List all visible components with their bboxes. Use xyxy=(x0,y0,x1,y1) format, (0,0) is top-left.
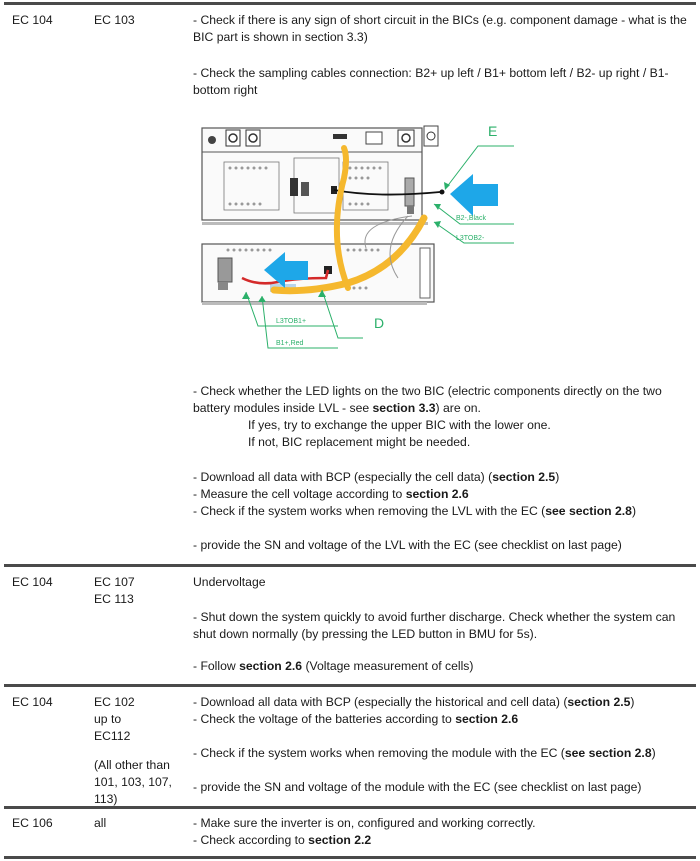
action-text: - Shut down the system quickly to avoid further discharge. Check whether the system can shut down normally (by pressing the LED button in BMU for 5s). xyxy=(193,610,676,641)
section-ref: see section 2.8 xyxy=(545,504,632,518)
action-text: - Check if the system works when removing the LVL with the EC (see section 2.8) xyxy=(193,504,636,518)
action-cell xyxy=(193,745,688,762)
table-rule xyxy=(4,564,696,567)
sub-code-note: 101, 103, 107, xyxy=(94,775,172,789)
action-heading: Undervoltage xyxy=(193,575,266,589)
sub-code: EC112 xyxy=(94,729,131,743)
action-text: - Check the sampling cables connection: B2+ up left / B1+ bottom left / B2- up right / B1- bottom right xyxy=(193,66,669,97)
action-cell xyxy=(193,537,688,554)
table-rule xyxy=(4,806,696,809)
label-b2-black: B2-,Black xyxy=(456,215,486,222)
error-code-cell: EC 104 xyxy=(12,695,53,709)
upper-module-icon xyxy=(202,126,445,225)
table-rule-bottom xyxy=(4,856,696,859)
action-cell xyxy=(193,815,688,849)
section-ref: section 2.5 xyxy=(492,470,556,484)
section-ref: see section 2.8 xyxy=(564,746,652,760)
sub-code-note: 113) xyxy=(94,792,118,806)
action-text: - Check if there is any sign of short circuit in the BICs (e.g. component damage - what is the BIC part is shown in section 3.3) xyxy=(193,13,687,44)
action-text: - provide the SN and voltage of the LVL with the EC (see checklist on last page) xyxy=(193,538,622,552)
action-cell xyxy=(193,658,688,675)
sub-code-cell xyxy=(94,815,106,832)
sub-code-cell xyxy=(94,12,135,29)
action-text: battery modules inside LVL - see section 3.3) are on. xyxy=(193,401,481,415)
error-code-cell: EC 104 xyxy=(12,13,53,27)
action-text: - Make sure the inverter is on, configured and working correctly. xyxy=(193,816,536,830)
action-text: - Download all data with BCP (especially the historical and cell data) (section 2.5) xyxy=(193,695,635,709)
action-cell xyxy=(193,779,688,796)
label-b1-red: B1+,Red xyxy=(276,340,304,347)
label-d: D xyxy=(374,315,385,331)
action-text: If not, BIC replacement might be needed. xyxy=(248,435,471,449)
sub-code: up to xyxy=(94,712,122,726)
action-cell xyxy=(193,609,688,643)
section-ref: section 2.5 xyxy=(567,695,631,709)
sub-code: all xyxy=(94,816,107,830)
section-ref: section 2.6 xyxy=(455,712,519,726)
action-cell xyxy=(193,12,688,46)
action-cell xyxy=(193,694,688,728)
sub-code: EC 113 xyxy=(94,592,134,606)
section-ref: section 2.6 xyxy=(405,487,469,501)
action-cell xyxy=(193,383,688,451)
section-ref: section 2.6 xyxy=(239,659,303,673)
error-code-cell: EC 106 xyxy=(12,816,53,830)
sub-code: EC 103 xyxy=(94,13,135,27)
action-text: - Follow section 2.6 (Voltage measurement of cells) xyxy=(193,659,474,673)
error-code-cell: EC 104 xyxy=(12,575,53,589)
action-text: - Check the voltage of the batteries according to section 2.6 xyxy=(193,712,519,726)
section-ref: section 2.2 xyxy=(308,833,372,847)
label-l3tob1: L3TOB1+ xyxy=(276,318,307,325)
spacer xyxy=(94,745,172,757)
table-rule xyxy=(4,684,696,687)
action-text: - Check according to section 2.2 xyxy=(193,833,372,847)
table-rule-top xyxy=(4,2,696,5)
bic-wiring-diagram xyxy=(198,118,528,363)
sub-code: EC 102 xyxy=(94,695,135,709)
section-ref: section 3.3 xyxy=(372,401,436,415)
action-text: - Download all data with BCP (especially the cell data) (section 2.5) xyxy=(193,470,560,484)
action-cell xyxy=(193,469,688,520)
action-cell xyxy=(193,65,688,99)
sub-code-cell xyxy=(94,574,135,608)
sub-code: EC 107 xyxy=(94,575,135,589)
action-text: - Check if the system works when removing the module with the EC (see section 2.8) xyxy=(193,746,656,760)
action-text: - Measure the cell voltage according to section 2.6 xyxy=(193,487,469,501)
label-l3tob2: L3TOB2- xyxy=(456,235,485,242)
blue-arrow-left-icon xyxy=(450,174,498,216)
label-e: E xyxy=(488,123,498,139)
action-text: - provide the SN and voltage of the module with the EC (see checklist on last page) xyxy=(193,780,642,794)
action-text: - Check whether the LED lights on the two BIC (electric components directly on the two xyxy=(193,384,662,398)
action-text: If yes, try to exchange the upper BIC with the lower one. xyxy=(248,418,551,432)
sub-code-cell xyxy=(94,694,172,808)
action-cell xyxy=(193,574,688,591)
sub-code-note: (All other than xyxy=(94,758,170,772)
